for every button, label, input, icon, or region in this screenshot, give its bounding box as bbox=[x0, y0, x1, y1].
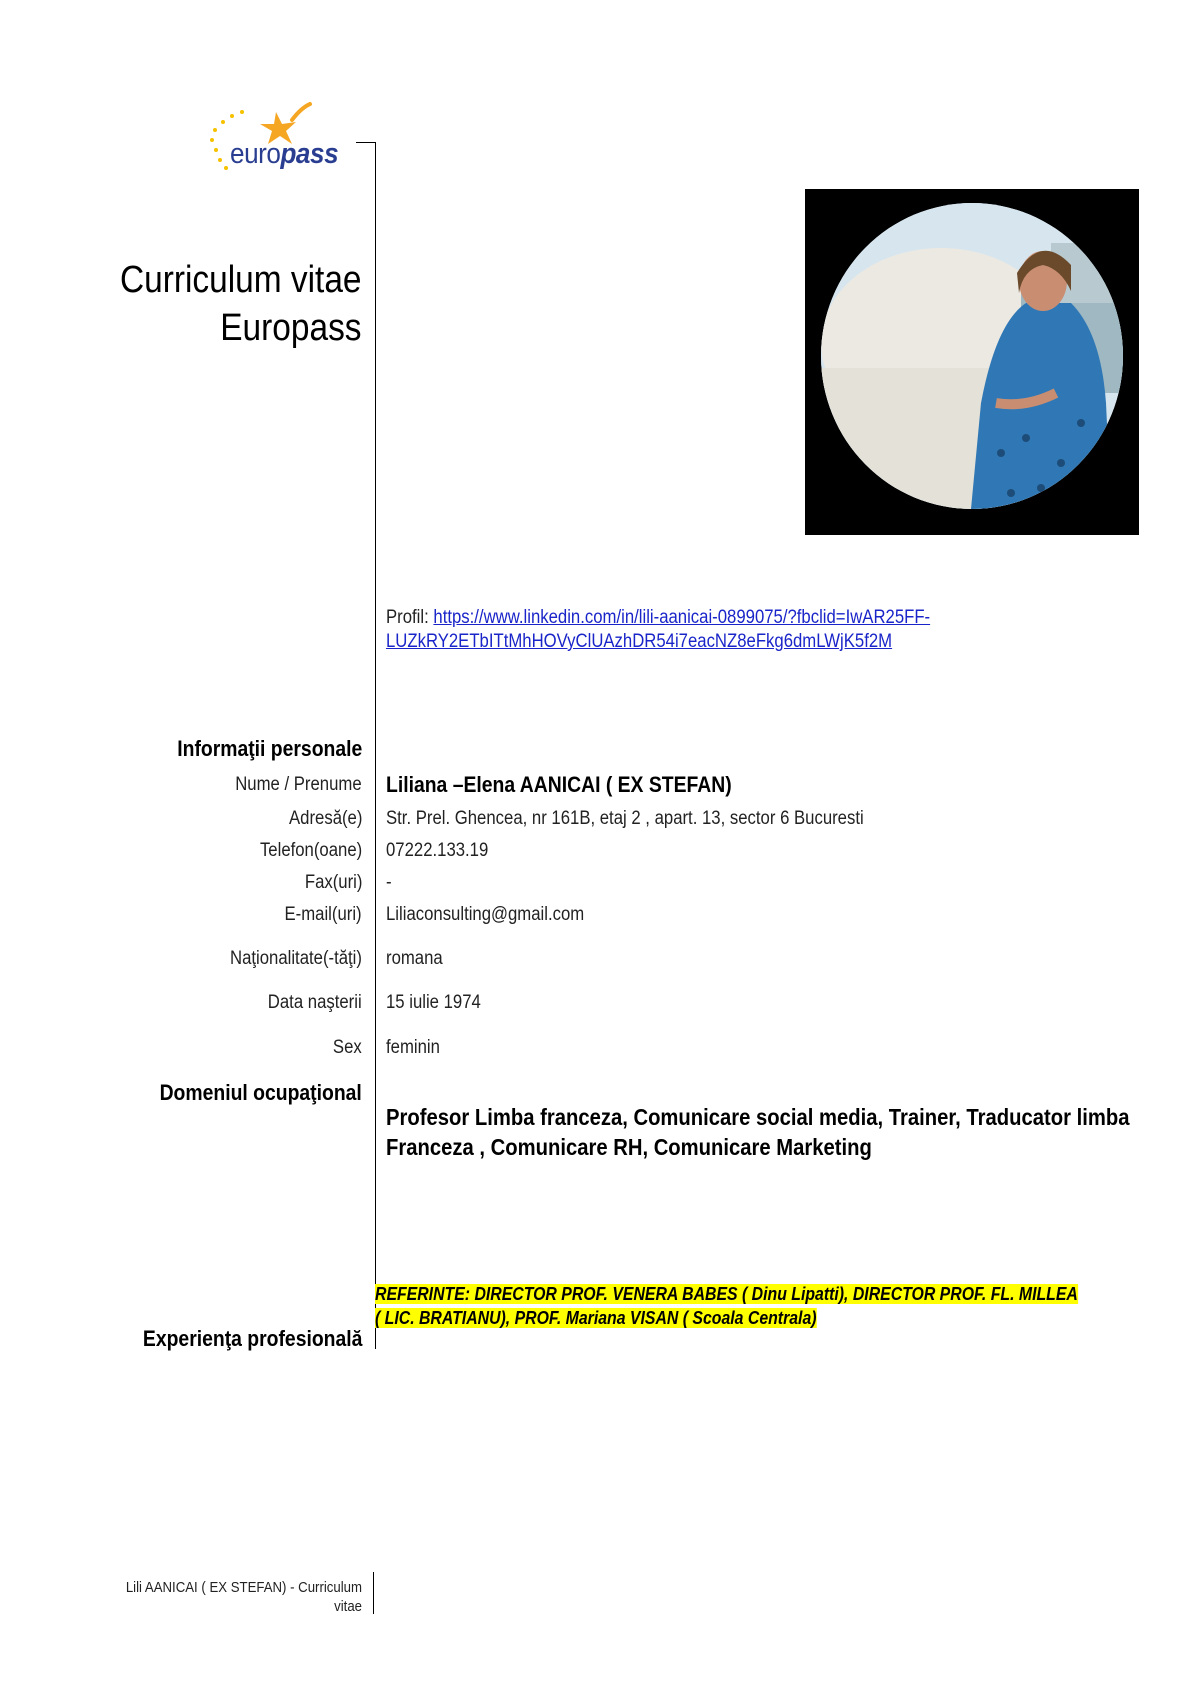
profile-photo bbox=[805, 189, 1139, 535]
occupation-line-1: Profesor Limba franceza, Comunicare social media, Trainer, Traducator limba bbox=[386, 1104, 1130, 1130]
section-heading-experience: Experienţa profesională bbox=[142, 1326, 362, 1351]
header-divider bbox=[375, 142, 376, 1349]
value-phone: 07222.133.19 bbox=[386, 840, 489, 861]
profile-link-block bbox=[386, 606, 930, 654]
value-birthdate: 15 iulie 1974 bbox=[386, 992, 481, 1013]
label-birthdate: Data naşterii bbox=[268, 992, 362, 1013]
value-nationality: romana bbox=[386, 948, 443, 969]
linkedin-link-continued[interactable]: LUZkRY2ETbITtMhHOVyClUAzhDR54i7eacNZ8eFkg6dmLWjK5f2M bbox=[386, 631, 893, 652]
logo-wordmark: europass bbox=[230, 138, 339, 170]
label-fax: Fax(uri) bbox=[304, 872, 362, 893]
occupation-value bbox=[386, 1102, 1130, 1162]
photo-circle bbox=[821, 203, 1123, 509]
value-name: Liliana –Elena AANICAI ( EX STEFAN) bbox=[386, 772, 732, 797]
references-line-1: REFERINTE: DIRECTOR PROF. VENERA BABES ( Dinu Lipatti), DIRECTOR PROF. FL. MILLEA bbox=[375, 1284, 1078, 1304]
label-nationality: Naţionalitate(-tăţi) bbox=[230, 948, 362, 969]
title-line-2: Europass bbox=[220, 307, 362, 349]
portrait-image bbox=[821, 203, 1123, 509]
value-sex: feminin bbox=[386, 1037, 440, 1058]
label-address: Adresă(e) bbox=[288, 808, 362, 829]
label-name: Nume / Prenume bbox=[235, 774, 362, 795]
label-phone: Telefon(oane) bbox=[259, 840, 362, 861]
value-fax: - bbox=[386, 872, 392, 893]
label-sex: Sex bbox=[333, 1037, 362, 1058]
profile-label: Profil: bbox=[386, 607, 434, 628]
references-note bbox=[375, 1282, 1078, 1330]
header-divider-tick bbox=[356, 142, 376, 143]
value-email: Liliaconsulting@gmail.com bbox=[386, 904, 585, 925]
footer-caption: Lili AANICAI ( EX STEFAN) - Curriculum vitae bbox=[125, 1579, 362, 1615]
section-heading-personal: Informaţii personale bbox=[176, 736, 362, 761]
footer-divider bbox=[373, 1572, 374, 1614]
label-email: E-mail(uri) bbox=[284, 904, 362, 925]
value-address: Str. Prel. Ghencea, nr 161B, etaj 2 , apart. 13, sector 6 Bucuresti bbox=[386, 808, 864, 829]
page-title bbox=[120, 256, 362, 352]
title-line-1: Curriculum vitae bbox=[120, 259, 362, 301]
references-line-2: ( LIC. BRATIANU), PROF. Mariana VISAN ( Scoala Centrala) bbox=[375, 1308, 817, 1328]
section-heading-occupation: Domeniul ocupaţional bbox=[159, 1080, 362, 1105]
linkedin-link[interactable]: https://www.linkedin.com/in/lili-aanicai-0899075/?fbclid=IwAR25FF- bbox=[433, 607, 931, 628]
occupation-line-2: Franceza , Comunicare RH, Comunicare Marketing bbox=[386, 1134, 872, 1160]
europass-logo bbox=[206, 100, 356, 180]
